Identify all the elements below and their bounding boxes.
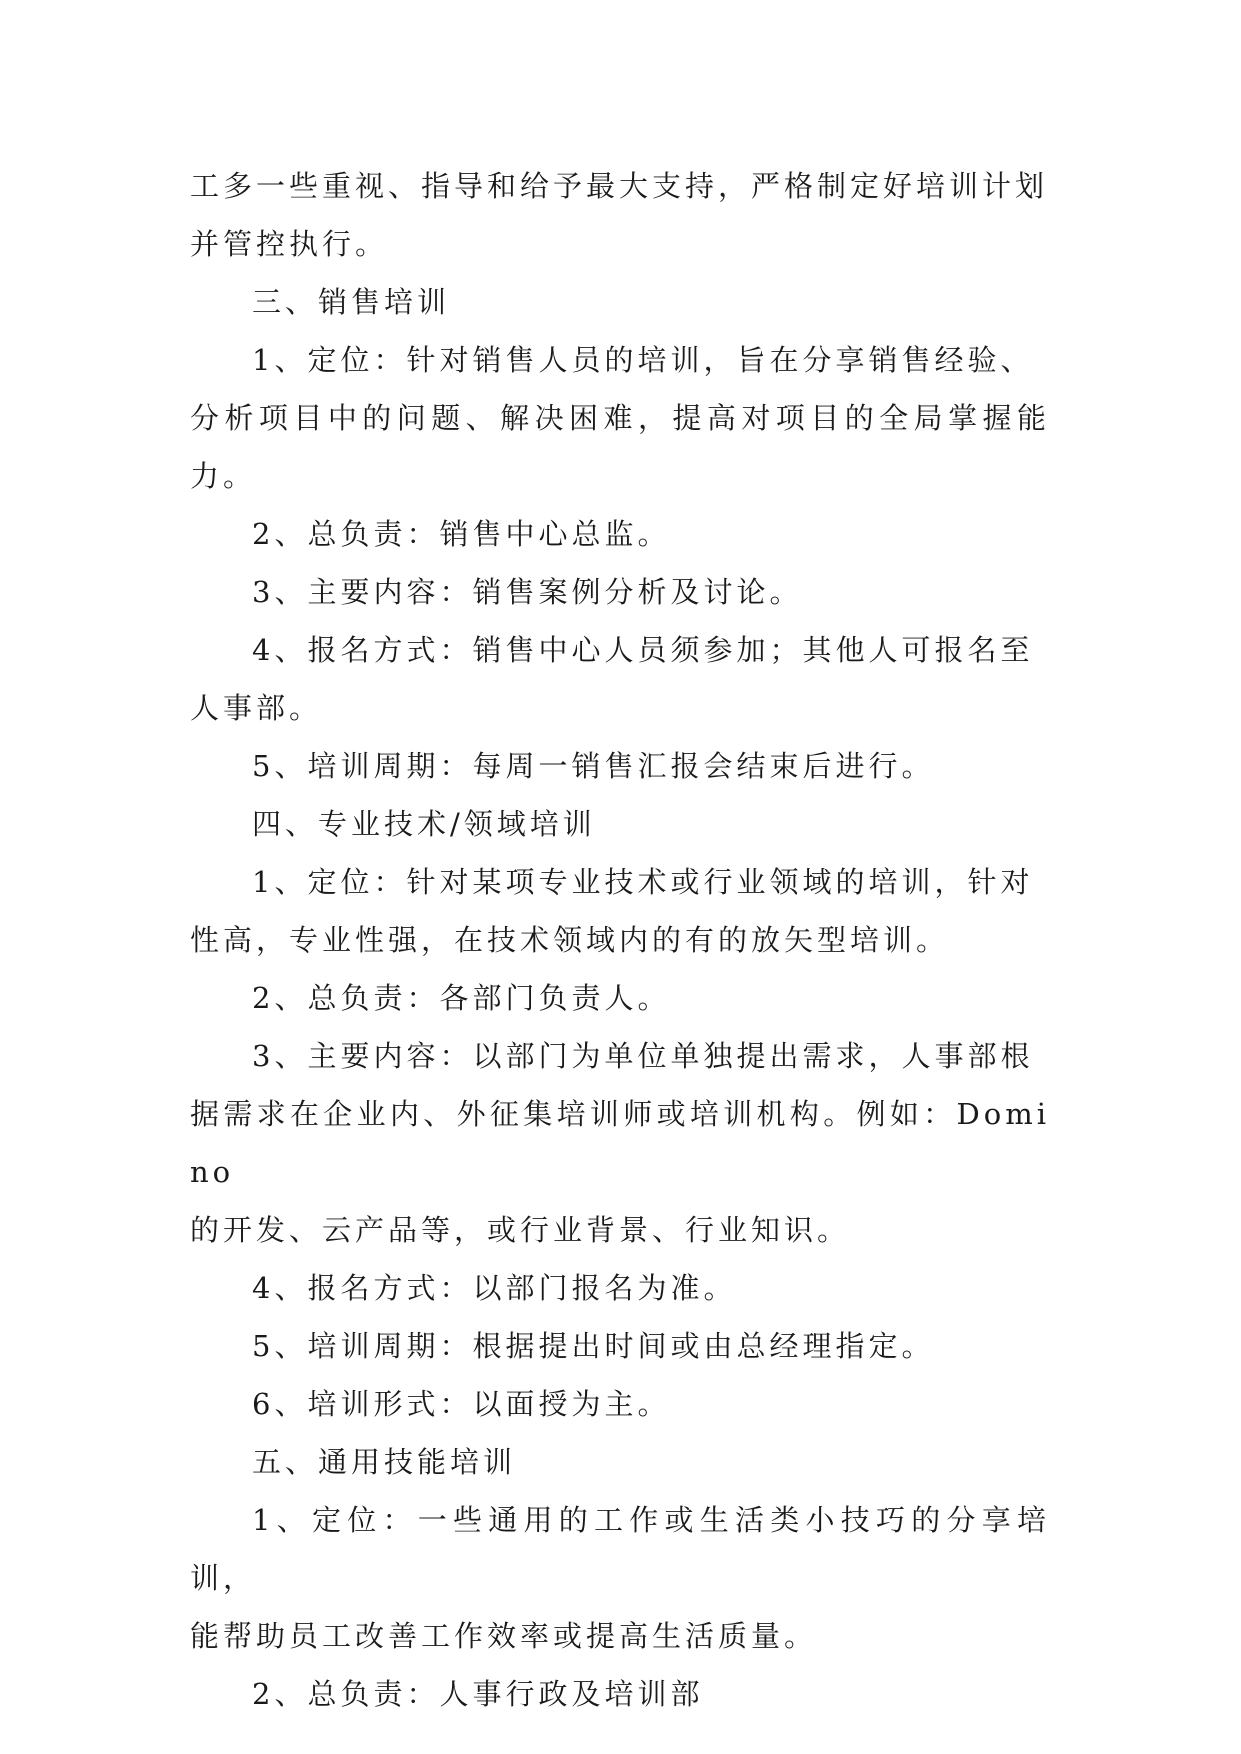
text-line: 1、定位：针对销售人员的培训，旨在分享销售经验、: [252, 343, 1034, 377]
text-line: 2、总负责：各部门负责人。: [252, 981, 671, 1015]
text-line: 工多一些重视、指导和给予最大支持，严格制定好培训计划: [190, 169, 1049, 203]
text-line: 3、主要内容：以部门为单位单独提出需求，人事部根: [252, 1039, 1034, 1073]
text-line: 4、报名方式：以部门报名为准。: [252, 1271, 737, 1305]
text-line: 2、总负责：人事行政及培训部: [252, 1677, 704, 1711]
text-line: 据需求在企业内、外征集培训师或培训机构。例如：Domino: [190, 1097, 1050, 1189]
text-line: 能帮助员工改善工作效率或提高生活质量。: [190, 1619, 818, 1653]
document-body: [190, 157, 1050, 1723]
text-line: 并管控执行。: [190, 227, 389, 261]
text-line: 5、培训周期：每周一销售汇报会结束后进行。: [252, 749, 935, 783]
text-line: 4、报名方式：销售中心人员须参加；其他人可报名至: [252, 633, 1034, 667]
section-heading-sales-training: 三、销售培训: [252, 285, 451, 319]
text-line: 3、主要内容：销售案例分析及讨论。: [252, 575, 803, 609]
text-line: 的开发、云产品等，或行业背景、行业知识。: [190, 1213, 851, 1247]
text-line: 5、培训周期：根据提出时间或由总经理指定。: [252, 1329, 935, 1363]
section-heading-general-skills-training: 五、通用技能培训: [252, 1445, 517, 1479]
text-line: 人事部。: [190, 691, 323, 725]
text-line: 性高，专业性强，在技术领域内的有的放矢型培训。: [190, 923, 950, 957]
text-line: 6、培训形式：以面授为主。: [252, 1387, 671, 1421]
section-heading-technical-training: 四、专业技术/领域培训: [252, 807, 596, 841]
text-line: 2、总负责：销售中心总监。: [252, 517, 671, 551]
text-line: 1、定位：一些通用的工作或生活类小技巧的分享培训，: [190, 1503, 1050, 1595]
text-line: 分析项目中的问题、解决困难，提高对项目的全局掌握能力。: [190, 401, 1050, 493]
text-line: 1、定位：针对某项专业技术或行业领域的培训，针对: [252, 865, 1034, 899]
